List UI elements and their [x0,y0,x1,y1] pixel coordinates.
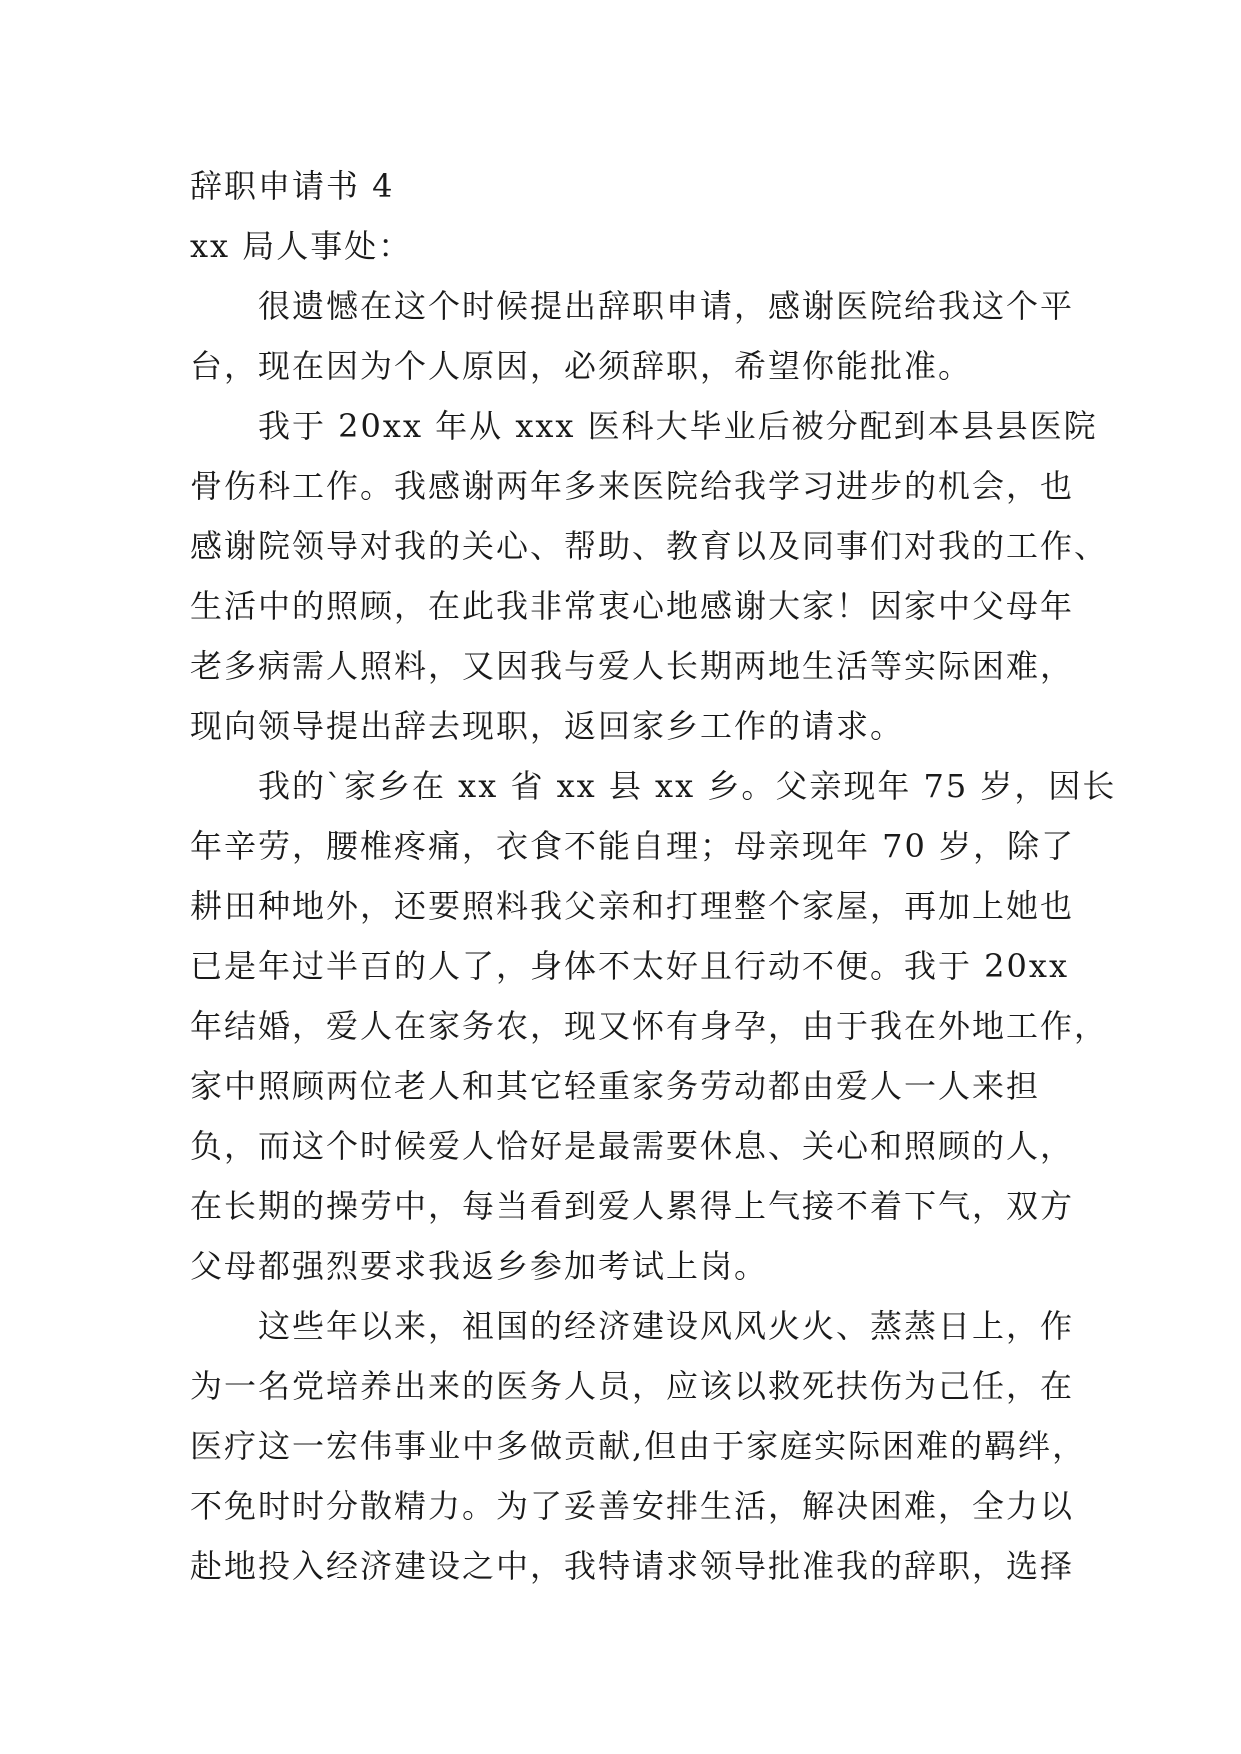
body-line: 这些年以来，祖国的经济建设风风火火、蒸蒸日上，作 [190,1307,1075,1345]
body-line: 父母都强烈要求我返乡参加考试上岗。 [190,1247,769,1285]
body-line: 负，而这个时候爱人恰好是最需要休息、关心和照顾的人， [190,1127,1075,1165]
body-line: 生活中的照顾，在此我非常衷心地感谢大家！因家中父母年 [190,587,1075,625]
body-line: 年辛劳，腰椎疼痛，衣食不能自理；母亲现年 70 岁，除了 [190,827,1076,865]
body-line: 在长期的操劳中，每当看到爱人累得上气接不着下气，双方 [190,1187,1075,1225]
body-line: 感谢院领导对我的关心、帮助、教育以及同事们对我的工作、 [190,527,1109,565]
body-line: 年结婚，爱人在家务农，现又怀有身孕，由于我在外地工作， [190,1007,1109,1045]
body-line: 台，现在因为个人原因，必须辞职，希望你能批准。 [190,347,973,385]
body-line: 为一名党培养出来的医务人员，应该以救死扶伤为己任，在 [190,1367,1075,1405]
body-line: 赴地投入经济建设之中，我特请求领导批准我的辞职，选择 [190,1547,1075,1585]
body-line: 家中照顾两位老人和其它轻重家务劳动都由爱人一人来担 [190,1067,1041,1105]
body-line: 老多病需人照料，又因我与爱人长期两地生活等实际困难， [190,647,1075,685]
addressee: xx 局人事处： [190,227,413,265]
body-line: 已是年过半百的人了，身体不太好且行动不便。我于 20xx [190,947,1069,985]
body-line: 医疗这一宏伟事业中多做贡献,但由于家庭实际困难的羁绊， [190,1427,1087,1465]
body-line: 耕田种地外，还要照料我父亲和打理整个家屋，再加上她也 [190,887,1075,925]
document-title: 辞职申请书 4 [190,167,395,205]
body-line: 现向领导提出辞去现职，返回家乡工作的请求。 [190,707,905,745]
body-line: 我的`家乡在 xx 省 xx 县 xx 乡。父亲现年 75 岁，因长 [190,767,1117,805]
body-line: 很遗憾在这个时候提出辞职申请，感谢医院给我这个平 [190,287,1075,325]
body-line: 骨伤科工作。我感谢两年多来医院给我学习进步的机会，也 [190,467,1075,505]
body-line: 我于 20xx 年从 xxx 医科大毕业后被分配到本县县医院 [190,407,1098,445]
body-line: 不免时时分散精力。为了妥善安排生活，解决困难，全力以 [190,1487,1075,1525]
